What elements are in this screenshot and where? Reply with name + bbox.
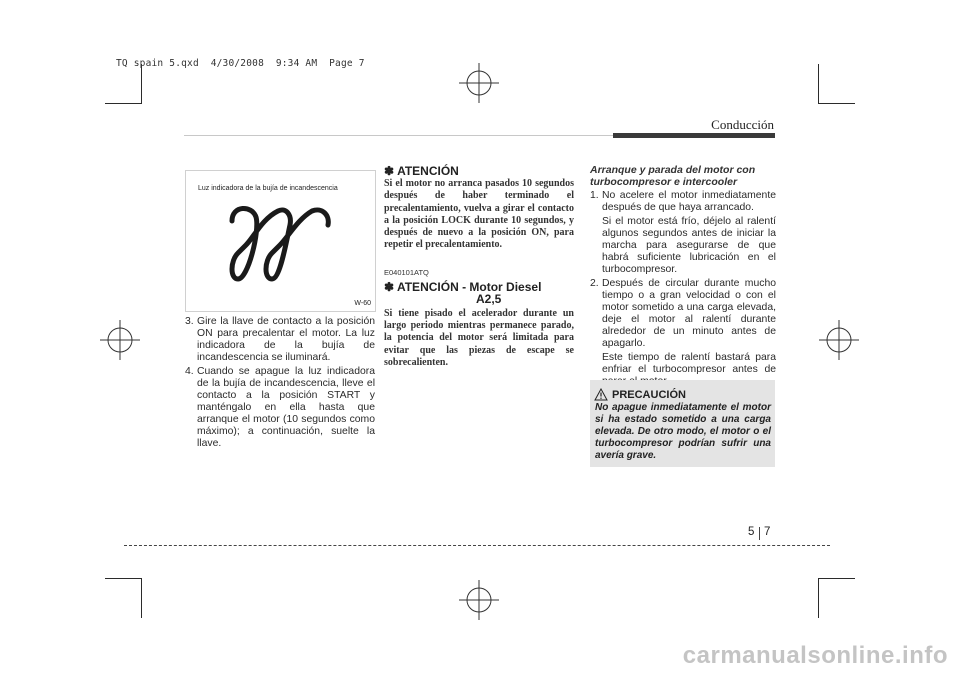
warning-heading bbox=[384, 164, 574, 178]
warning-triangle-icon bbox=[594, 388, 608, 401]
figure-box bbox=[185, 170, 376, 312]
asterisk-icon: ✽ bbox=[384, 279, 395, 294]
warning-body: Si tiene pisado el acelerador durante un largo periodo mientras permanece parado, la potencia del motor será limitada para evitar que las piezas de escape se sobrecalienten. bbox=[384, 307, 574, 368]
figure-caption: Luz indicadora de la bujía de incandescencia bbox=[198, 185, 338, 192]
glow-plug-coil-icon bbox=[226, 201, 336, 283]
crop-mark bbox=[105, 578, 142, 579]
subsection-title-line2: turbocompresor e intercooler bbox=[590, 176, 738, 188]
list-item-text: Gire la llave de contacto a la posición ON para precalentar el motor. La luz indicadora de la bujía de incandescencia se iluminará. bbox=[197, 316, 375, 363]
chapter-number: 5 bbox=[748, 526, 755, 538]
crop-mark bbox=[818, 64, 819, 104]
warning-title-line2: A2,5 bbox=[476, 291, 502, 306]
registration-mark-icon bbox=[100, 320, 140, 360]
section-bar bbox=[613, 133, 775, 138]
warning-title: ATENCIÓN - Motor Diesel bbox=[396, 279, 542, 294]
warning-body: Si el motor no arranca pasados 10 segundos después de haber terminado el precalentamiento, vuelva a girar el contacto a la posición LOCK durante 10 segundos, y después de nuevo a la posición ON, para repetir el precalentamiento. bbox=[384, 178, 574, 251]
list-item-number: 2. bbox=[590, 278, 599, 289]
list-item bbox=[185, 316, 375, 364]
list-item-extra: Si el motor está frío, déjelo al ralentí algunos segundos antes de iniciar la marcha para asegurarse de que habrá suficiente lubricación en el turbocompresor. bbox=[602, 216, 776, 275]
page-number: 7 bbox=[764, 526, 771, 538]
list-item-text: Después de circular durante mucho tiempo o a gran velocidad o con el motor sometido a una carga elevada, deje el motor al ralentí durante alrededor de un minuto antes de apagarlo. bbox=[602, 278, 776, 349]
list-item-text: Cuando se apague la luz indicadora de la bujía de incandescencia, lleve el contacto a la posición START y manténgalo en ella hasta que arranque el motor (10 segundos como máximo); a continuación, suelte la llave. bbox=[197, 366, 375, 449]
crop-mark bbox=[818, 578, 819, 618]
crop-mark bbox=[141, 578, 142, 618]
subsection-title bbox=[590, 164, 776, 188]
subsection-title-line1: Arranque y parada del motor con bbox=[590, 164, 756, 176]
crop-mark bbox=[818, 103, 855, 104]
registration-mark-icon bbox=[459, 63, 499, 103]
page-number-separator bbox=[759, 527, 760, 540]
list-item-number: 3. bbox=[185, 316, 194, 327]
list-item-extra: Este tiempo de ralentí bastará para enfriar el turbocompresor antes de bbox=[602, 352, 776, 375]
warning-title: ATENCIÓN bbox=[397, 164, 459, 178]
figure-code: W-60 bbox=[354, 300, 371, 307]
crop-mark bbox=[105, 103, 142, 104]
caution-box bbox=[590, 380, 775, 467]
registration-mark-icon bbox=[819, 320, 859, 360]
registration-mark-icon bbox=[459, 580, 499, 620]
footer-rule bbox=[124, 545, 830, 546]
warning-heading bbox=[384, 281, 574, 305]
watermark: carmanualsonline.info bbox=[682, 642, 948, 669]
list-item-text: No acelere el motor inmediatamente después de que haya arrancado. bbox=[602, 190, 776, 213]
list-item bbox=[590, 190, 776, 214]
column-2 bbox=[384, 164, 574, 369]
list-item bbox=[185, 366, 375, 450]
column-1 bbox=[185, 316, 375, 452]
crop-mark bbox=[141, 64, 142, 104]
section-rule bbox=[184, 135, 614, 136]
caution-heading bbox=[594, 388, 686, 401]
print-file-header: TQ spain 5.qxd 4/30/2008 9:34 AM Page 7 bbox=[116, 58, 365, 69]
list-item-number: 4. bbox=[185, 366, 194, 377]
caution-body: No apague inmediatamente el motor si ha estado sometido a una carga elevada. De otro modo, el motor o el turbocompresor podrían sufrir una avería grave. bbox=[595, 402, 771, 461]
asterisk-icon: ✽ bbox=[384, 164, 395, 178]
section-code: E040101ATQ bbox=[384, 267, 429, 277]
list-item-number: 1. bbox=[590, 190, 599, 201]
column-3 bbox=[590, 164, 776, 388]
caution-title: PRECAUCIÓN bbox=[612, 388, 686, 401]
section-title: Conducción bbox=[711, 117, 774, 132]
list-item bbox=[590, 278, 776, 350]
crop-mark bbox=[818, 578, 855, 579]
